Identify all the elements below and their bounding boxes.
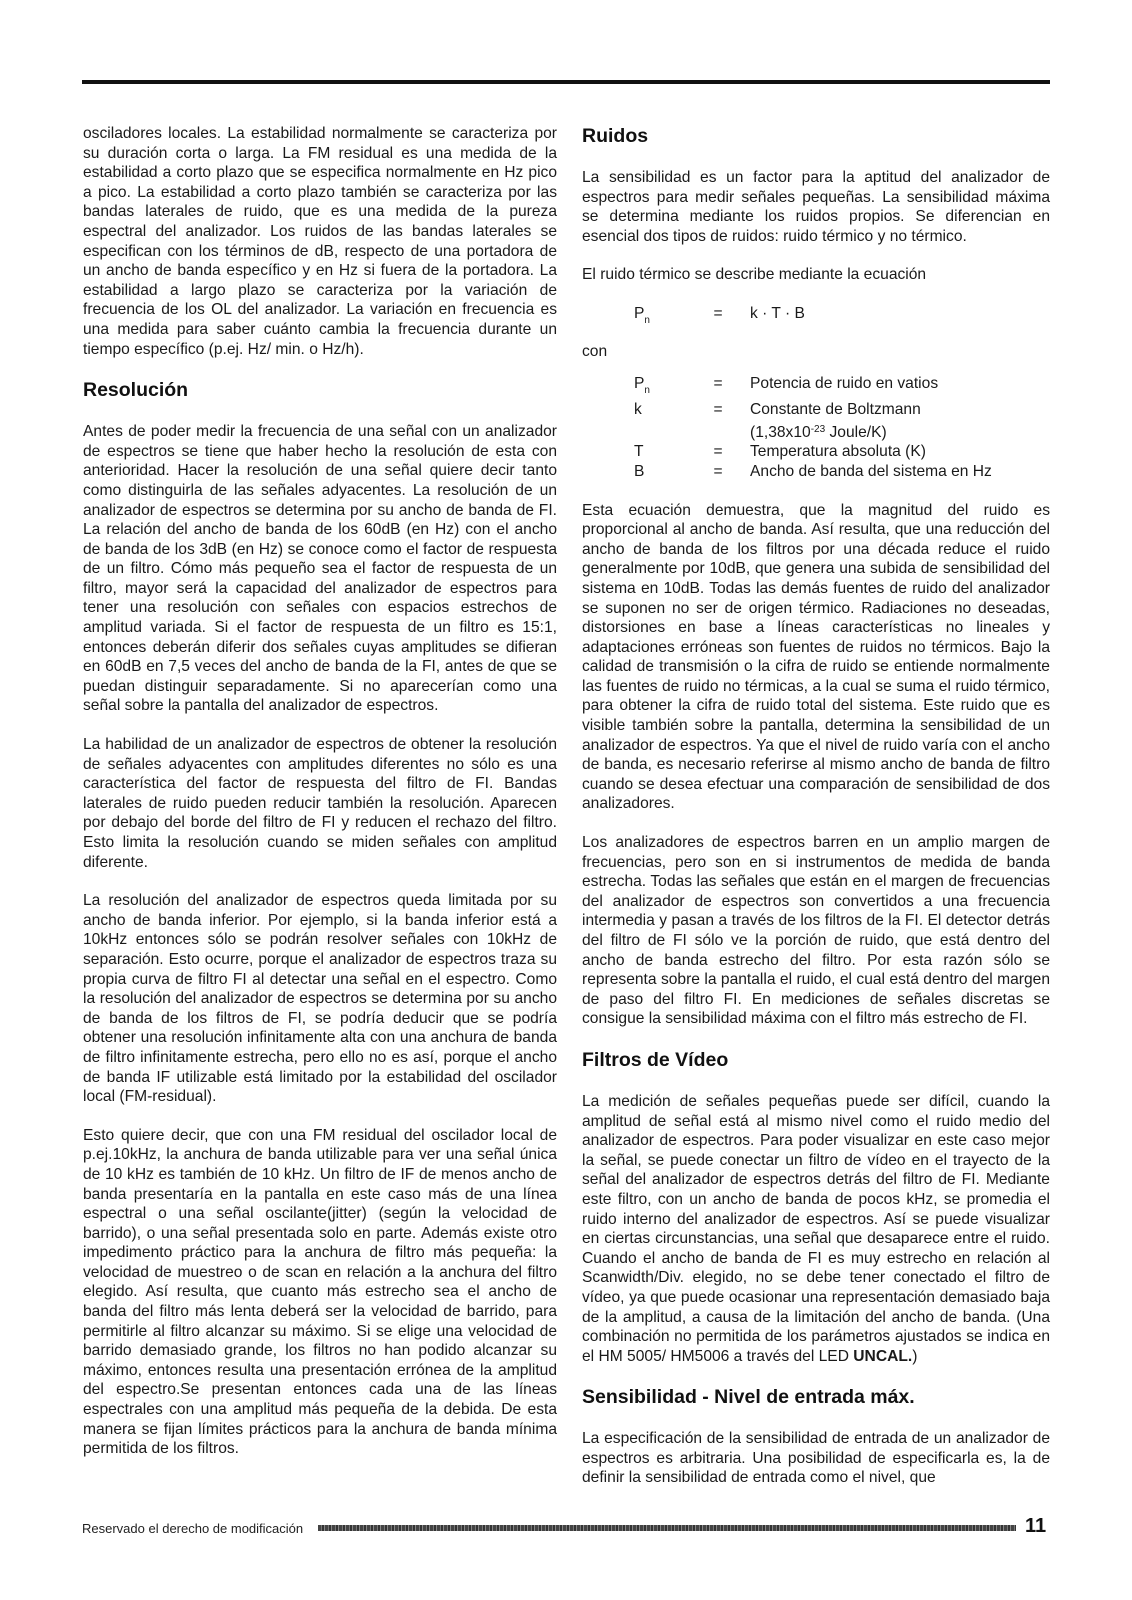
paragraph-stability: osciladores locales. La estabilidad normalmente se caracteriza por su duración corta o larga. La FM residual es una medida de la estabilidad a corto plazo que se especifica normalmente en Hz pico a pico. La estabilidad a corto plazo también se caracteriza por las bandas laterales de ruido, que es una medida de la pureza espectral del analizador. Los ruidos de las bandas laterales se especifican con los términos de dB, respecto de una portadora de un ancho de banda específico y en Hz si fuera de la portadora. La estabilidad a largo plazo se caracteriza por la variación de frecuencia de los OL del analizador. La variación en frecuencia es una medida para saber cuánto cambia la frecuencia durante un tiempo específico (p.ej. Hz/ min. o Hz/h). [83, 125, 557, 358]
paragraph-sweep: Los analizadores de espectros barren en un amplio margen de frecuencias, pero son en si instrumentos de medida de banda estrecha. Todas las señales que están en el margen de frecuencias del analizador de espectros son convertidos a una frecuencia intermedia y pasan a través de los filtros de la FI. El detector detrás del filtro de FI sólo ve la porción de ruido, que está dentro del ancho de banda estrecho del filtro. Por esta razón sólo se representa sobre la pantalla el ruido, el cual está dentro del margen de paso del filtro FI. En mediciones de señales discretas se consigue la sensibilidad máxima con el filtro más estrecho de FI. [582, 834, 1050, 1028]
equation-operator: = [713, 304, 723, 322]
heading-filtros-video: Filtros de Vídeo [582, 1048, 729, 1071]
paragraph-video-filter: La medición de señales pequeñas puede ser difícil, cuando la amplitud de señal está al mismo nivel como el ruido medio del analizador de espectros. Para poder visualizar en este caso mejor la señal, se puede conectar un filtro de vídeo en el trayecto de la señal del analizador de espectros detrás del filtro de FI. Mediante este filtro, con un ancho de banda de pocos kHz, se promedia el ruido interno del analizador de espectros. Así se puede visualizar en ciertas circunstancias, una señal que desaparece entre el ruido. Cuando el ancho de banda de FI es muy estrecho en relación al Scanwidth/Div. elegido, no se debe tener conectado el filtro de vídeo, ya que puede ocasionar una representación demasiado baja de la amplitud, a causa de la limitación del ancho de banda. (Una combinación no permitida de los parámetros ajustados se indica en el HM 5005/ HM5006 a través del LED UNCAL.) [582, 1092, 1050, 1365]
definition-row: $P_n$ = Potencia de ruido en vatios [634, 374, 939, 396]
definition-row: k = Constante de Boltzmann [634, 401, 921, 419]
paragraph-noise-bandwidth: Esta ecuación demuestra, que la magnitud del ruido es proporcional al ancho de banda. Así resulta, que una reducción del ancho de banda de los filtros por una década reduce el ruido generalmente por 10dB, que genera una subida de sensibilidad del sistema en 10dB. Todas las demás fuentes de ruido del analizador se suponen no ser de origen térmico. Radiaciones no deseadas, distorsiones en base a líneas características no lineales y adaptaciones erróneas son fuentes de ruidos no térmicos. Bajo la calidad de transmisión o la cifra de ruido se entiende normalmente las fuentes de ruido no térmicas, a la cual se suma el ruido térmico, para obtener la cifra de ruido total del sistema. Este ruido que es visible también sobre la pantalla, determina la sensibilidad de un analizador de espectros. Ya que el nivel de ruido varía con el ancho de banda, es necesario referirse al mismo ancho de banda de filtro cuando se desea efectuar una comparación de sensibilidad de dos analizadores. [582, 501, 1050, 813]
uncal-label: UNCAL. [853, 1347, 913, 1365]
right-column [582, 124, 1050, 1507]
definition-row: ($1,38x10^{-23}$ Joule/K) [750, 423, 887, 441]
heading-resolucion: Resolución [83, 379, 189, 402]
definitions-table [582, 374, 1050, 482]
paragraph-residual-fm: Esto quiere decir, que con una FM residual del oscilador local de p.ej.10kHz, la anchura de banda utilizable para ver una señal única de 10 kHz es también de 10 kHz. Un filtro de IF de menos ancho de banda presentaría en la pantalla en este caso más de una línea espectral o una señal oscilante(jitter) (según la velocidad de barrido), o una señal presentada solo en parte. Además existe otro impedimento práctico para la anchura de filtro más pequeña: la velocidad de muestreo o de scan en relación a la anchura del filtro elegido. Así resulta, que cuanto más estrecho sea el ancho de banda del filtro más lenta deberá ser la velocidad de barrido, para permitirle al filtro alcanzar su máximo. Si se elige una velocidad de barrido demasiado grande, los filtros no han podido alcanzar su máximo, entonces resulta una presentación errónea de la amplitud del espectro.Se presentan entonces cada una de las líneas espectrales con una amplitud más pequeña de la debida. De esta manera se fijan límites prácticos para la anchura de banda mínima permitida de los filtros. [83, 1126, 557, 1458]
heading-sensibilidad: Sensibilidad - Nivel de entrada máx. [582, 1386, 915, 1409]
equation-lhs: $P_n$ [634, 304, 650, 326]
paragraph-resolution-ability: La habilidad de un analizador de espectros de obtener la resolución de señales adyacentes con amplitudes diferentes no sólo es una característica del factor de respuesta del filtro de FI. Bandas laterales de ruido pueden reducir también la resolución. Aparecen por debajo del borde del filtro de FI y reducen el rechazo del filtro. Esto limita la resolución cuando se miden señales con amplitud diferente. [83, 736, 557, 871]
left-column [83, 124, 557, 1478]
definition-row: T = Temperatura absoluta (K) [634, 443, 926, 461]
paragraph-input-sensitivity: La especificación de la sensibilidad de entrada de un analizador de espectros es arbitraria. Una posibilidad de especificarla es, la de definir la sensibilidad de entrada como el nivel, que [582, 1430, 1050, 1487]
definition-row: B = Ancho de banda del sistema en Hz [634, 462, 992, 480]
page-number: 11 [1025, 1515, 1047, 1537]
paragraph-resolution-limit: La resolución del analizador de espectros queda limitada por su ancho de banda inferior. Por ejemplo, si la banda inferior está a 10kHz entonces sólo se podrán resolver señales con 10kHz de separación. Esto ocurre, porque el analizador de espectros traza su propia curva de filtro FI al detectar una señal en el espectro. Como la resolución del analizador de espectros se determina por su ancho de banda de los filtros de FI, se podría deducir que se podría obtener una resolución infinitamente alta con una anchura de banda de filtro infinitamente estrecha, pero ello no es así, porque el ancho de banda IF utilizable está limitado por la estabilidad del oscilador local (FM-residual). [83, 892, 557, 1106]
noise-equation [582, 304, 1050, 342]
paragraph-sensitivity: La sensibilidad es un factor para la aptitud del analizador de espectros para medir señales pequeñas. La sensibilidad máxima se determina mediante los ruidos propios. Se diferencian en esencial dos tipos de ruidos: ruido térmico y no térmico. [582, 169, 1050, 245]
footer-bar [318, 1525, 1016, 1531]
footer-text: Reservado el derecho de modificación [82, 1521, 304, 1536]
paragraph-resolution-intro: Antes de poder medir la frecuencia de una señal con un analizador de espectros se tiene que haber hecho la resolución de esta con anterioridad. Hacer la resolución de una señal quiere decir tanto como distinguirla de las señales adyacentes. La resolución de un analizador de espectros se determina por su ancho de banda de FI. La relación del ancho de banda de los 60dB (en Hz) con el ancho de banda de los 3dB (en Hz) se conoce como el factor de respuesta de un filtro. Cómo más pequeño sea el factor de respuesta de un filtro, mayor será la capacidad del analizador de espectros para tener una resolución con señales con espacios estrechos de amplitud variada. Si el factor de respuesta de un filtro es 15:1, entonces deberán diferir dos señales cuyas amplitudes se difieran en 60dB en 7,5 veces del ancho de banda de la FI, antes de que se puedan distinguir separadamente. Si no aparecerían como una señal sobre la pantalla del analizador de espectros. [83, 423, 557, 715]
con-label: con [582, 342, 608, 360]
top-rule [82, 80, 1050, 84]
heading-ruidos: Ruidos [582, 125, 649, 147]
paragraph-thermal-noise: El ruido térmico se describe mediante la ecuación [582, 266, 927, 284]
equation-rhs: k · T · B [750, 304, 805, 322]
